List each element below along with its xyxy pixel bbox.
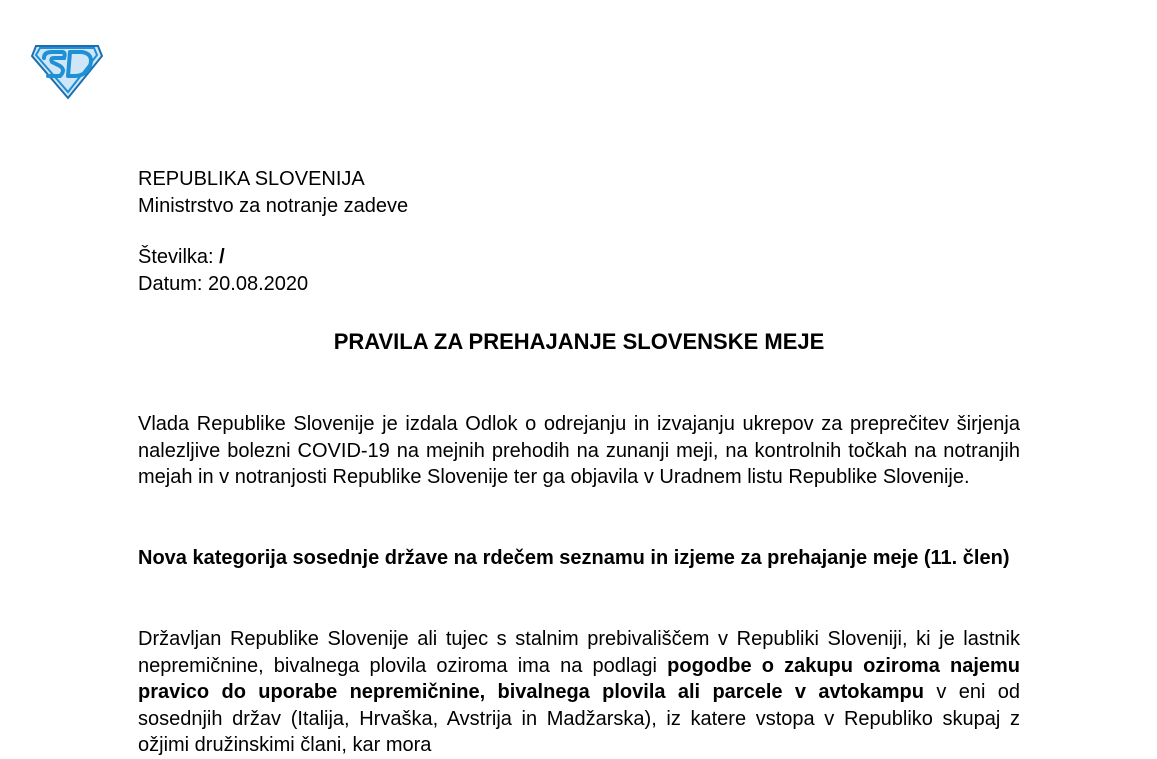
republic-name: REPUBLIKA SLOVENIJA (138, 168, 365, 190)
sd-diamond-logo-icon (30, 40, 104, 100)
section-heading: Nova kategorija sosednje države na rdečem seznamu in izjeme za prehajanje meje (11. člen) (138, 547, 1010, 569)
date-value: 20.08.2020 (208, 273, 309, 295)
body-paragraph-bold: pogodbe o zakupu oziroma najemu pravico do uporabe nepremičnine, bivalnega plovila ali parcele v avtokampu (138, 654, 1020, 703)
document-date (138, 271, 308, 298)
document-meta (138, 244, 308, 298)
ministry-name: Ministrstvo za notranje zadeve (138, 195, 409, 217)
document-title: PRAVILA ZA PREHAJANJE SLOVENSKE MEJE (333, 329, 825, 354)
letterhead (138, 166, 408, 220)
document-number (138, 244, 308, 271)
number-value: / (219, 246, 225, 268)
intro-paragraph: Vlada Republike Slovenije je izdala Odlok o odrejanju in izvajanju ukrepov za preprečitev širjenja nalezljive bolezni COVID-19 na mejnih prehodih na zunanji meji, na kontrolnih točkah na notranjih mejah in v notranjosti Republike Slovenije ter ga objavila v Uradnem listu Republike Slovenije. (138, 413, 1020, 488)
date-label: Datum: (138, 273, 203, 295)
body-paragraph-part1: Državljan Republike Slovenije ali tujec s stalnim prebivališčem v Republiki Sloveniji, ki je lastnik nepremičnine, bivalnega plovila oziroma ima na podlagi (138, 628, 1020, 677)
number-label: Številka: (138, 246, 214, 268)
body-paragraph (138, 626, 1020, 759)
body-paragraph-part2: v eni od sosednjih držav (Italija, Hrvaška, Avstrija in Madžarska), iz katere vstopa v Republiko skupaj z ožjimi družinskimi člani, kar mora (138, 681, 1020, 756)
